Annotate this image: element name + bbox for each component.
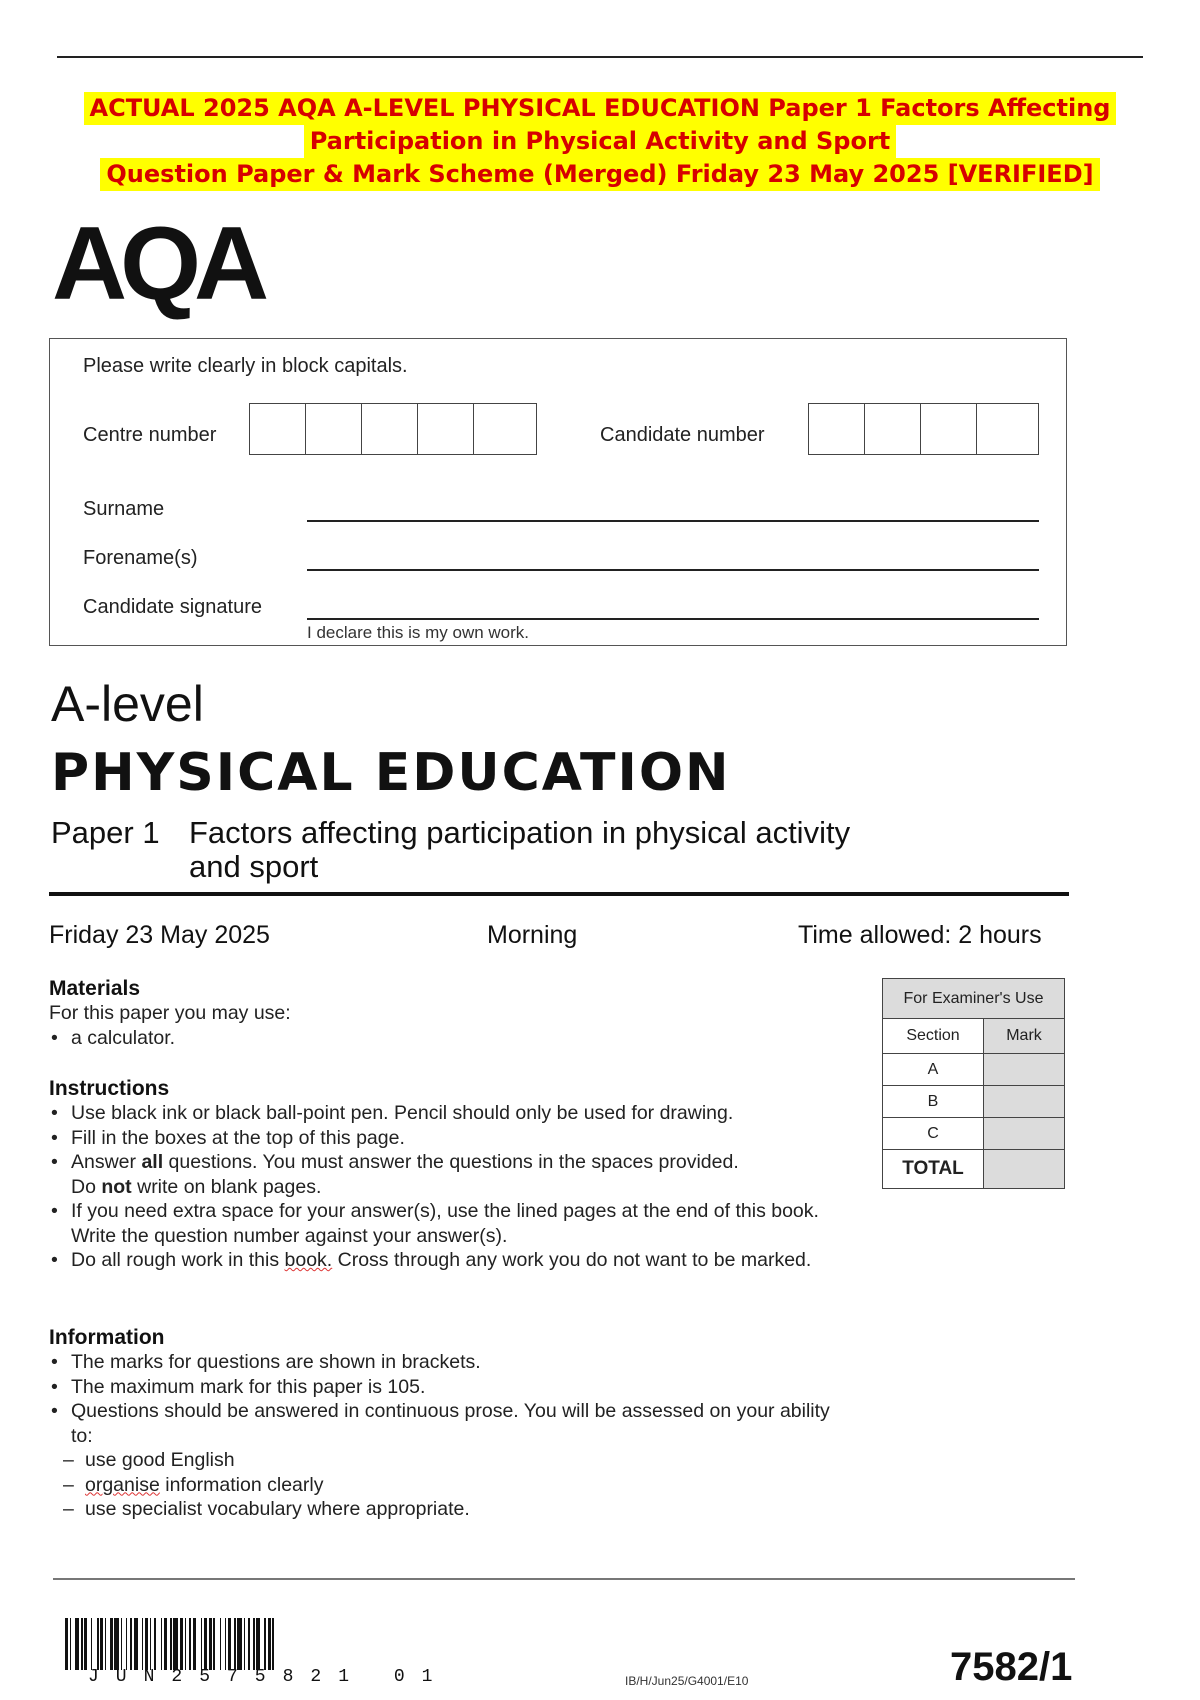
paper-reference: IB/H/Jun25/G4001/E10: [625, 1674, 749, 1688]
centre-number-label: Centre number: [83, 424, 217, 446]
information-item: • The maximum mark for this paper is 105.: [49, 1375, 854, 1400]
centre-number-boxes[interactable]: [249, 403, 537, 455]
candidate-number-boxes[interactable]: [808, 403, 1039, 455]
forename-line[interactable]: [307, 569, 1039, 571]
candidate-digit-box[interactable]: [809, 404, 865, 454]
materials-item: • a calculator.: [49, 1026, 859, 1051]
mark-cell[interactable]: [984, 1118, 1065, 1150]
section-column-header: Section: [883, 1019, 984, 1054]
section-cell: A: [883, 1054, 984, 1086]
candidate-number-label: Candidate number: [600, 424, 765, 446]
information-heading: Information: [49, 1326, 165, 1349]
section-cell: C: [883, 1118, 984, 1150]
instruction-item: • Do all rough work in this book. Cross through any work you do not want to be marked.: [49, 1248, 854, 1273]
information-item: • The marks for questions are shown in brackets.: [49, 1350, 854, 1375]
candidate-digit-box[interactable]: [977, 404, 1033, 454]
surname-label: Surname: [83, 498, 165, 520]
candidate-digit-box[interactable]: [921, 404, 977, 454]
centre-digit-box[interactable]: [362, 404, 418, 454]
banner-line-1: ACTUAL 2025 AQA A-LEVEL PHYSICAL EDUCATION Paper 1 Factors Affecting: [84, 92, 1117, 125]
mark-cell[interactable]: [984, 1054, 1065, 1086]
barcode-stripe: [274, 1618, 277, 1670]
paper-code: 7582/1: [950, 1645, 1073, 1689]
mark-cell[interactable]: [984, 1086, 1065, 1118]
signature-label: Candidate signature: [83, 596, 263, 618]
aqa-logo: AQA: [52, 206, 263, 322]
materials-section: [49, 976, 859, 1050]
exam-date: Friday 23 May 2025: [49, 921, 270, 949]
instruction-item: • If you need extra space for your answer(s), use the lined pages at the end of this book. Write the question number against your answer(s).: [49, 1199, 854, 1248]
forename-label: Forename(s): [83, 547, 198, 569]
declaration-text: I declare this is my own work.: [307, 623, 530, 642]
total-label: TOTAL: [883, 1150, 984, 1189]
section-cell: B: [883, 1086, 984, 1118]
top-rule: [57, 56, 1143, 58]
surname-line[interactable]: [307, 520, 1039, 522]
materials-heading: Materials: [49, 977, 141, 1000]
paper-title: [51, 816, 850, 884]
title-banner: [0, 92, 1200, 191]
signature-line[interactable]: [307, 618, 1039, 620]
centre-digit-box[interactable]: [474, 404, 530, 454]
information-subitem: – use specialist vocabulary where appropriate.: [49, 1497, 854, 1522]
paper-number: Paper 1: [51, 815, 160, 850]
examiner-use-table: [882, 978, 1065, 1189]
information-item: • Questions should be answered in continuous prose. You will be assessed on your ability to:: [49, 1399, 854, 1448]
banner-line-3: Question Paper & Mark Scheme (Merged) Friday 23 May 2025 [VERIFIED]: [100, 158, 1099, 191]
instruction-item: • Fill in the boxes at the top of this page.: [49, 1126, 854, 1151]
barcode: [65, 1618, 451, 1670]
exam-session: Morning: [487, 921, 578, 949]
information-section: [49, 1325, 854, 1522]
instructions-heading: Instructions: [49, 1077, 170, 1100]
subject-title: PHYSICAL EDUCATION: [51, 743, 731, 803]
barcode-digits: JUN2575821 01: [88, 1667, 450, 1687]
instruction-item: • Use black ink or black ball-point pen. Pencil should only be used for drawing.: [49, 1101, 854, 1126]
form-instruction: Please write clearly in block capitals.: [83, 355, 408, 377]
information-subitem: – organise information clearly: [49, 1473, 854, 1498]
paper-title-line-1: Factors affecting participation in physical activity: [189, 815, 851, 850]
instruction-item: • Answer all questions. You must answer the questions in the spaces provided. Do not write on blank pages.: [49, 1150, 854, 1199]
footer-rule: [53, 1578, 1075, 1580]
centre-digit-box[interactable]: [418, 404, 474, 454]
mark-column-header: Mark: [984, 1019, 1065, 1054]
time-allowed: Time allowed: 2 hours: [798, 921, 1042, 949]
examiner-table-title: For Examiner's Use: [883, 979, 1065, 1019]
qualification-level: A-level: [51, 676, 204, 732]
total-mark-cell[interactable]: [984, 1150, 1065, 1189]
candidate-digit-box[interactable]: [865, 404, 921, 454]
paper-title-line-2: and sport: [189, 849, 319, 884]
title-divider: [49, 892, 1069, 896]
materials-intro: For this paper you may use:: [49, 1002, 291, 1024]
instructions-section: [49, 1076, 854, 1273]
centre-digit-box[interactable]: [306, 404, 362, 454]
centre-digit-box[interactable]: [250, 404, 306, 454]
banner-line-2: Participation in Physical Activity and Sport: [304, 125, 897, 158]
candidate-details-box: [49, 338, 1067, 646]
information-subitem: – use good English: [49, 1448, 854, 1473]
